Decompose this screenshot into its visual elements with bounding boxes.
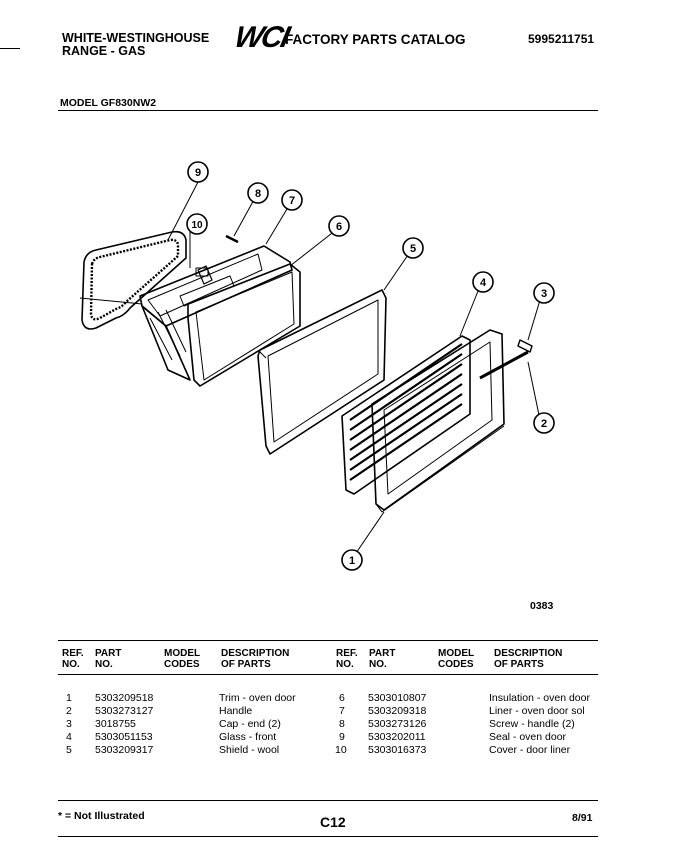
callout-6: 6 — [335, 221, 343, 233]
callout-8: 8 — [254, 188, 262, 200]
part-4-glass — [342, 336, 470, 494]
catalog-title: FACTORY PARTS CATALOG — [285, 32, 466, 47]
header-ref-right: REF. NO. — [336, 648, 358, 670]
callout-9: 9 — [194, 167, 202, 179]
table-top-rule — [58, 640, 598, 641]
callout-10: 10 — [191, 220, 203, 231]
parts-list-left: 1 5303209518 Trim - oven door 2 5303273127 Handle 3 3018755 Cap - end (2) 4 5303051153 Glass - front 5 5303209317 Shield - wool — [66, 692, 296, 756]
callout-2: 2 — [540, 418, 548, 430]
part-3-cap — [518, 340, 532, 352]
parts-list-right: 6 5303010807 Insulation - oven door 7 5303209318 Liner - oven door sol 8 5303273126 Screw - handle (2) 9 5303202011 Seal - oven door 10 5303016373 Cover - door liner — [335, 692, 590, 756]
table-header-rule — [58, 674, 598, 675]
brand-line-2: RANGE - GAS — [62, 44, 146, 58]
header-model-left: MODEL CODES — [164, 648, 201, 670]
drawing-number: 0383 — [530, 600, 554, 612]
not-illustrated-note: * = Not Illustrated — [58, 810, 145, 822]
callout-4: 4 — [479, 277, 487, 289]
header-part-right: PART NO. — [369, 648, 396, 670]
header-part-left: PART NO. — [95, 648, 122, 670]
header-ref-left: REF. NO. — [62, 648, 84, 670]
wci-logo-text: WCI — [231, 21, 291, 54]
brand-line-1: WHITE-WESTINGHOUSE — [62, 31, 210, 45]
header-model-right: MODEL CODES — [438, 648, 475, 670]
model-label: MODEL GF830NW2 — [60, 97, 157, 109]
part-7-liner — [140, 246, 292, 380]
callout-3: 3 — [540, 288, 548, 300]
part-2-handle — [480, 352, 528, 378]
header-desc-left: DESCRIPTION OF PARTS — [221, 648, 290, 670]
callout-1: 1 — [348, 555, 356, 567]
page-number: C12 — [320, 814, 346, 830]
part-10-cover — [198, 266, 212, 284]
footer-top-rule — [58, 800, 598, 801]
part-9-seal — [82, 232, 186, 329]
callout-7: 7 — [288, 195, 296, 207]
catalog-number: 5995211751 — [528, 32, 595, 46]
callout-5: 5 — [409, 243, 417, 255]
footer-bottom-rule — [58, 836, 598, 837]
part-8-screw — [226, 236, 238, 242]
header-desc-right: DESCRIPTION OF PARTS — [494, 648, 563, 670]
revision-date: 8/91 — [572, 812, 593, 824]
part-6-insulation — [188, 264, 300, 386]
